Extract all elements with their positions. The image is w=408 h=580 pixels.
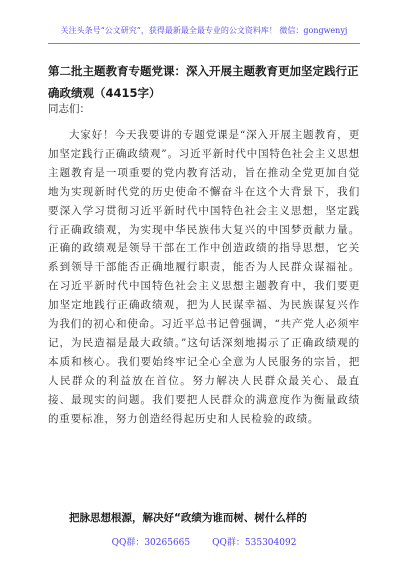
qq-group-1: QQ群：30265665: [111, 538, 191, 548]
header-divider: [48, 43, 360, 44]
footer-qq-groups: [0, 535, 408, 548]
document-title: 第二批主题教育专题党课：深入开展主题教育更加坚定践行正确政绩观（4415字）: [48, 64, 359, 100]
salutation: 同志们：: [48, 103, 90, 115]
qq-group-2: QQ群：535304092: [212, 538, 297, 548]
header-promo-text: 关注头条号“公文研究”，获得最新最全最专业的公文资料库！ 微信：gongwenyj: [60, 26, 348, 35]
section-subheading: 把脉思想根源，解决好“政绩为谁而树、树什么样的: [69, 512, 307, 524]
body-paragraph: 大家好！今天我要讲的专题党课是“深入开展主题教育，更加坚定践行正确政绩观”。习近平新时代中国特色社会主义思想主题教育是一项重要的党内教育活动，旨在推动全党更加自觉地为实现新时代党的历史使命不懈奋斗在这个大背景下，我们要深入学习贯彻习近平新时代中国特色社会主义思想，坚定践行正确政绩观，为实现中华民族伟大复兴的中国梦贡献力量。正确的政绩观是领导干部在工作中创造政绩的指导思想，它关系到领导干部能否正确地履行职责，能否为人民群众谋福祉。在习近平新时代中国特色社会主义思想主题教育中，我们要更加坚定地践行正确政绩观，把为人民谋幸福、为民族谋复兴作为我们的初心和使命。习近平总书记曾强调，“共产党人必须牢记，为民造福是最大政绩。”这句话深刻地揭示了正确政绩观的本质和核心。我们要始终牢记全心全意为人民服务的宗旨，把人民群众的利益放在首位。努力解决人民群众最关心、最直接、最现实的问题。我们要把人民群众的满意度作为衡量政绩的重要标准，努力创造经得起历史和人民检验的政绩。: [48, 129, 360, 425]
